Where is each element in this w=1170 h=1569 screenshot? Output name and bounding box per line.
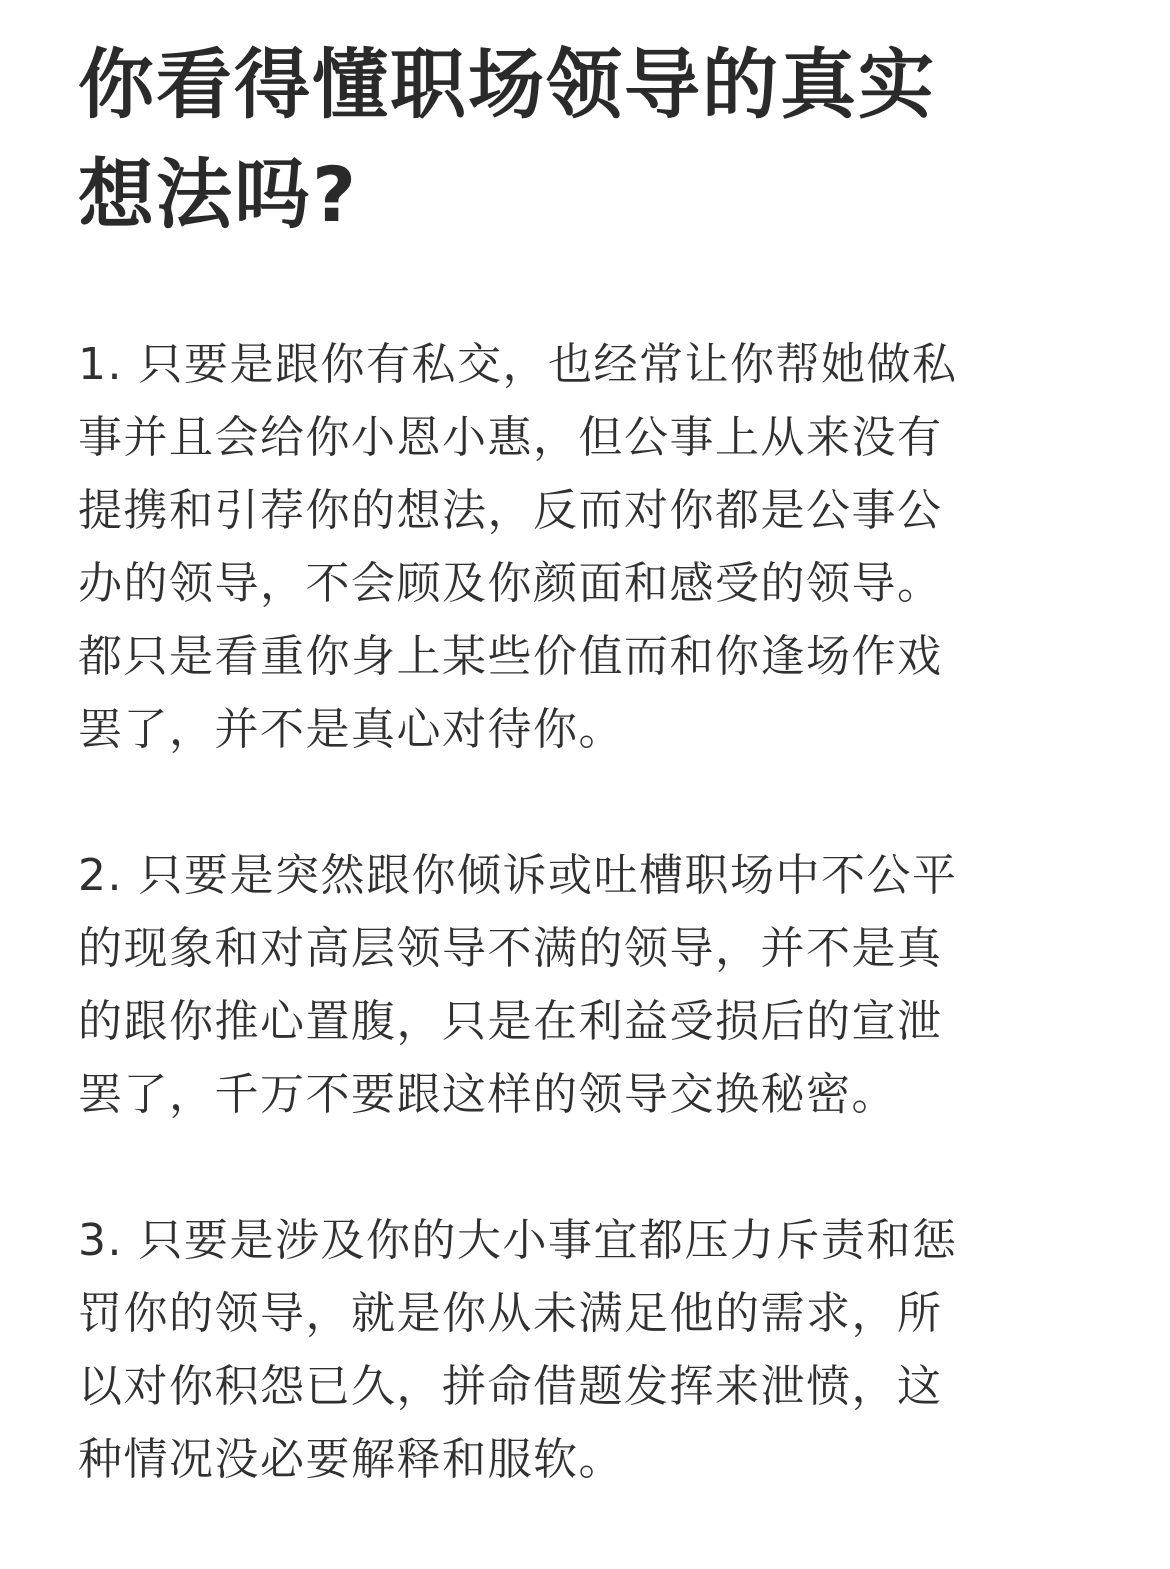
article — [78, 30, 1078, 1569]
title-line: 想法吗? — [78, 150, 359, 239]
paragraph-line: 提携和引荐你的想法，反而对你都是公事公 — [78, 485, 943, 536]
paragraph-line: 以对你积怨已久，拼命借题发挥来泄愤，这 — [78, 1361, 943, 1412]
paragraph-line: 办的领导，不会顾及你颜面和感受的领导。 — [78, 558, 943, 609]
paragraph-line: 罢了，并不是真心对待你。 — [78, 704, 624, 755]
paragraph-line: 3. 只要是涉及你的大小事宜都压力斥责和惩 — [78, 1215, 958, 1266]
paragraph-line: 罢了，千万不要跟这样的领导交换秘密。 — [78, 1069, 897, 1120]
paragraph-2 — [78, 839, 1078, 1131]
paragraph-line: 1. 只要是跟你有私交，也经常让你帮她做私 — [78, 339, 958, 390]
paragraph-line: 都只是看重你身上某些价值而和你逢场作戏 — [78, 631, 943, 682]
paragraph-line: 罚你的领导，就是你从未满足他的需求，所 — [78, 1288, 943, 1339]
paragraph-line: 事并且会给你小恩小惠，但公事上从来没有 — [78, 412, 943, 463]
title-line: 你看得懂职场领导的真实 — [78, 40, 936, 129]
paragraph-line: 种情况没必要解释和服软。 — [78, 1434, 624, 1485]
paragraph-line: 的现象和对高层领导不满的领导，并不是真 — [78, 923, 943, 974]
paragraph-line: 2. 只要是突然跟你倾诉或吐槽职场中不公平 — [78, 850, 958, 901]
paragraph-line: 的跟你推心置腹，只是在利益受损后的宣泄 — [78, 996, 943, 1047]
paragraph-1 — [78, 328, 1078, 766]
paragraph-3 — [78, 1204, 1078, 1496]
article-title — [78, 30, 1078, 250]
article-body — [78, 328, 1078, 1496]
